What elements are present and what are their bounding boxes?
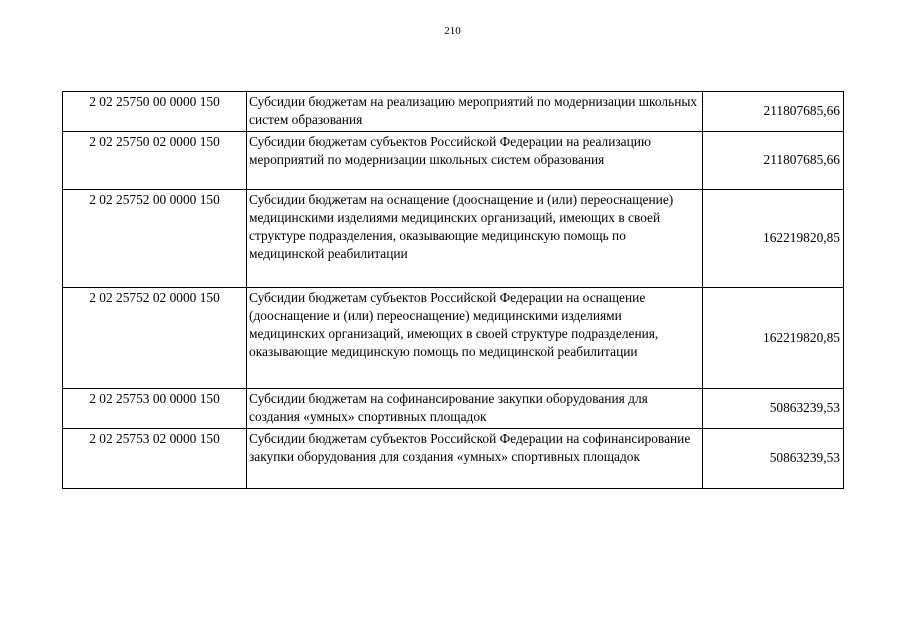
table-row [63, 288, 844, 389]
row-code: 2 02 25750 00 0000 150 [63, 92, 247, 132]
row-name: Субсидии бюджетам на оснащение (дооснащение и (или) переоснащение) медицинскими изделиями медицинских организаций, имеющих в своей структуре подразделения, оказывающие медицинскую помощь по медицинской реабилитации [247, 190, 703, 288]
row-code: 2 02 25752 02 0000 150 [63, 288, 247, 389]
row-amount: 211807685,66 [703, 132, 844, 190]
row-amount: 162219820,85 [703, 288, 844, 389]
row-name: Субсидии бюджетам субъектов Российской Федерации на реализацию мероприятий по модернизации школьных систем образования [247, 132, 703, 190]
table-row [63, 429, 844, 489]
row-amount: 50863239,53 [703, 429, 844, 489]
row-amount: 162219820,85 [703, 190, 844, 288]
row-name: Субсидии бюджетам на софинансирование закупки оборудования для создания «умных» спортивных площадок [247, 389, 703, 429]
row-code: 2 02 25752 00 0000 150 [63, 190, 247, 288]
row-code: 2 02 25750 02 0000 150 [63, 132, 247, 190]
row-name: Субсидии бюджетам на реализацию мероприятий по модернизации школьных систем образования [247, 92, 703, 132]
budget-table [62, 91, 844, 489]
row-amount: 50863239,53 [703, 389, 844, 429]
row-name: Субсидии бюджетам субъектов Российской Федерации на оснащение (дооснащение и (или) переоснащение) медицинскими изделиями медицинских организаций, имеющих в своей структуре подразделения, оказывающие медицинскую помощь по медицинской реабилитации [247, 288, 703, 389]
table-row [63, 190, 844, 288]
row-name: Субсидии бюджетам субъектов Российской Федерации на софинансирование закупки оборудования для создания «умных» спортивных площадок [247, 429, 703, 489]
page-number: 210 [444, 25, 461, 37]
row-code: 2 02 25753 00 0000 150 [63, 389, 247, 429]
row-code: 2 02 25753 02 0000 150 [63, 429, 247, 489]
table-row [63, 92, 844, 132]
row-amount: 211807685,66 [703, 92, 844, 132]
table-row [63, 389, 844, 429]
table-row [63, 132, 844, 190]
